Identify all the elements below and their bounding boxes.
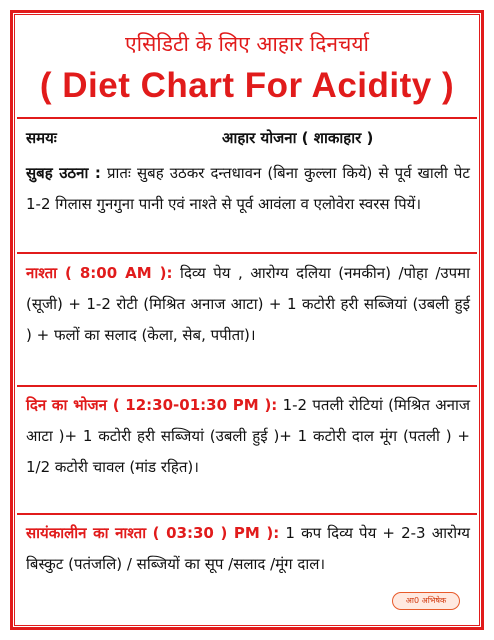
- section-text: 1-2 पतली रोटियां (मिश्रित अनाज आटा )+ 1 कटोरी हरी सब्जियां (उबली हुई )+ 1 कटोरी दाल मूंग (पतली ) + 1/2 कटोरी चावल (मांड रहित)।: [26, 396, 470, 476]
- divider: [17, 252, 477, 254]
- section-heading: सुबह उठना :: [26, 164, 101, 182]
- divider-top: [17, 117, 477, 119]
- time-label: समयः: [26, 129, 57, 147]
- section-heading: दिन का भोजन ( 12:30-01:30 PM ):: [26, 396, 278, 414]
- section-morning: [26, 158, 470, 220]
- title-hindi: एसिडिटी के लिए आहार दिनचर्या: [125, 32, 369, 56]
- divider: [17, 385, 477, 387]
- author-stamp: आ0 अभिषेक: [392, 592, 460, 610]
- table-header: [26, 128, 466, 148]
- section-evening-snack: [26, 518, 470, 580]
- divider: [17, 513, 477, 515]
- section-heading: नाश्ता ( 8:00 AM ):: [26, 264, 173, 282]
- title-english: ( Diet Chart For Acidity ): [39, 66, 455, 105]
- section-text: प्रातः सुबह उठकर दन्तधावन (बिना कुल्ला किये) से पूर्व खाली पेट 1-2 गिलास गुनगुना पानी एवं नाश्ते से पूर्व आवंला व एलोवेरा स्वरस पियें।: [26, 164, 470, 213]
- plan-label: आहार योजना ( शाकाहार ): [222, 129, 374, 147]
- section-breakfast: [26, 258, 470, 351]
- section-text: 1 कप दिव्य पेय + 2-3 आरोग्य बिस्कुट (पतंजलि) / सब्जियों का सूप /सलाद /मूंग दाल।: [26, 524, 470, 573]
- section-text: दिव्य पेय , आरोग्य दलिया (नमकीन) /पोहा /उपमा (सूजी) + 1-2 रोटी (मिश्रित अनाज आटा) + 1 कटोरी हरी सब्जियां (उबली हुई ) + फलों का सलाद (केला, सेब, पपीता)।: [26, 264, 471, 344]
- section-lunch: [26, 390, 470, 483]
- section-heading: सायंकालीन का नाश्ता ( 03:30 ) PM ):: [26, 524, 280, 542]
